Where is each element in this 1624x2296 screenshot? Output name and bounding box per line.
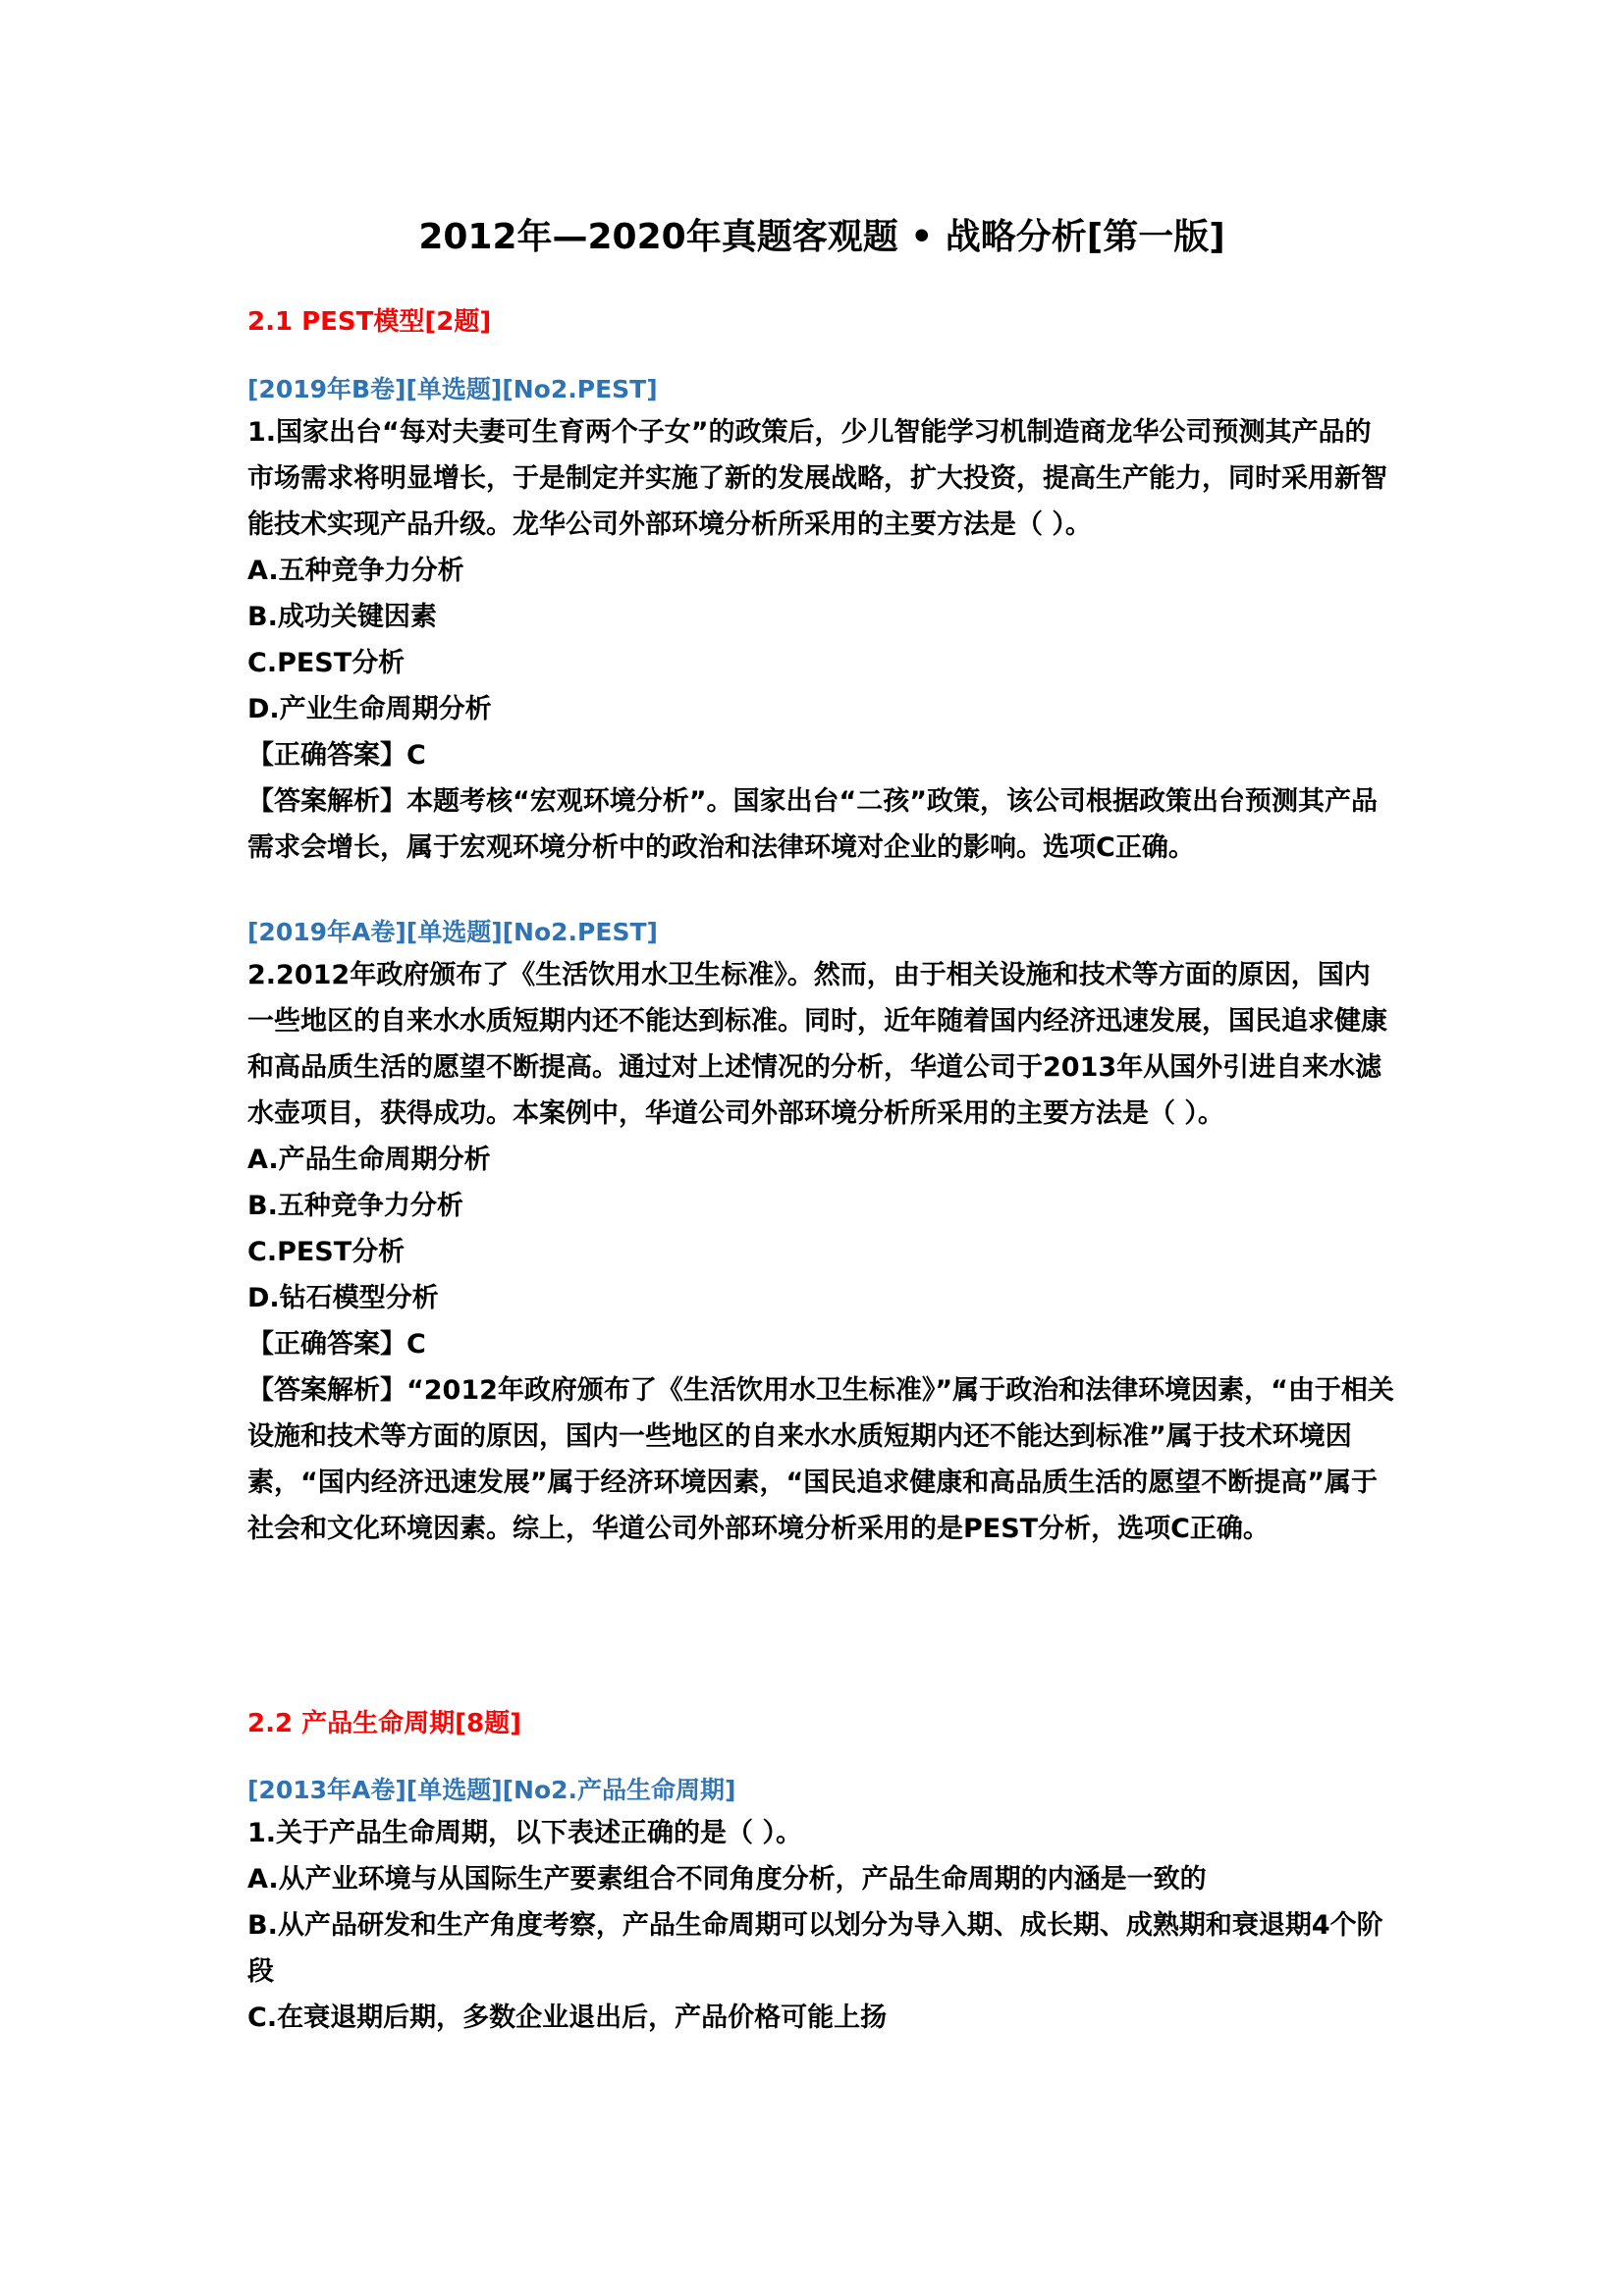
question-text: 1.国家出台“每对夫妻可生育两个子女”的政策后，少儿智能学习机制造商龙华公司预测其产品的市场需求将明显增长，于是制定并实施了新的发展战略，扩大投资，提高生产能力，同时采用新智能技术实现产品升级。龙华公司外部环境分析所采用的主要方法是（ ）。 [247,417,1387,540]
option-d: D.产业生命周期分析 [247,694,492,724]
option-b: B.从产品研发和生产角度考察，产品生命周期可以划分为导入期、成长期、成熟期和衰退期4个阶段 [247,1910,1383,1987]
option-c: C.PEST分析 [247,648,406,678]
question-block [247,913,1396,1552]
correct-answer: 【正确答案】C [247,1329,426,1360]
correct-answer: 【正确答案】C [247,740,426,771]
question-text: 1.关于产品生命周期，以下表述正确的是（ ）。 [247,1818,802,1848]
question-source: [2019年B卷][单选题][No2.PEST] [247,375,658,403]
option-b: B.五种竞争力分析 [247,1191,463,1221]
question-source: [2013年A卷][单选题][No2.产品生命周期] [247,1776,736,1804]
option-a: A.从产业环境与从国际生产要素组合不同角度分析，产品生命周期的内涵是一致的 [247,1864,1207,1895]
answer-analysis: 【答案解析】“2012年政府颁布了《生活饮用水卫生标准》”属于政治和法律环境因素，“由于相关设施和技术等方面的原因，国内一些地区的自来水水质短期内还不能达到标准”属于技术环境因素，“国内经济迅速发展”属于经济环境因素，“国民追求健康和高品质生活的愿望不断提高”属于社会和文化环境因素。综上，华道公司外部环境分析采用的是PEST分析，选项C正确。 [247,1375,1394,1544]
question-text: 2.2012年政府颁布了《生活饮用水卫生标准》。然而，由于相关设施和技术等方面的原因，国内一些地区的自来水水质短期内还不能达到标准。同时，近年随着国内经济迅速发展，国民追求健康和高品质生活的愿望不断提高。通过对上述情况的分析，华道公司于2013年从国外引进自来水滤水壶项目，获得成功。本案例中，华道公司外部环境分析所采用的主要方法是（ ）。 [247,960,1387,1129]
option-c: C.在衰退期后期，多数企业退出后，产品价格可能上扬 [247,2002,888,2033]
answer-analysis: 【答案解析】本题考核“宏观环境分析”。国家出台“二孩”政策，该公司根据政策出台预测其产品需求会增长，属于宏观环境分析中的政治和法律环境对企业的影响。选项C正确。 [247,786,1378,863]
option-d: D.钻石模型分析 [247,1283,439,1313]
section-heading-pest: 2.1 PEST模型[2题] [247,307,492,337]
section-heading-product-life-cycle: 2.2 产品生命周期[8题] [247,1709,521,1738]
question-block [247,370,1396,871]
option-a: A.五种竞争力分析 [247,556,464,586]
option-b: B.成功关键因素 [247,602,437,632]
question-source: [2019年A卷][单选题][No2.PEST] [247,918,658,946]
question-block [247,1771,1396,2041]
option-c: C.PEST分析 [247,1237,406,1267]
document-title: 2012年—2020年真题客观题 • 战略分析[第一版] [418,217,1225,257]
option-a: A.产品生命周期分析 [247,1145,491,1175]
